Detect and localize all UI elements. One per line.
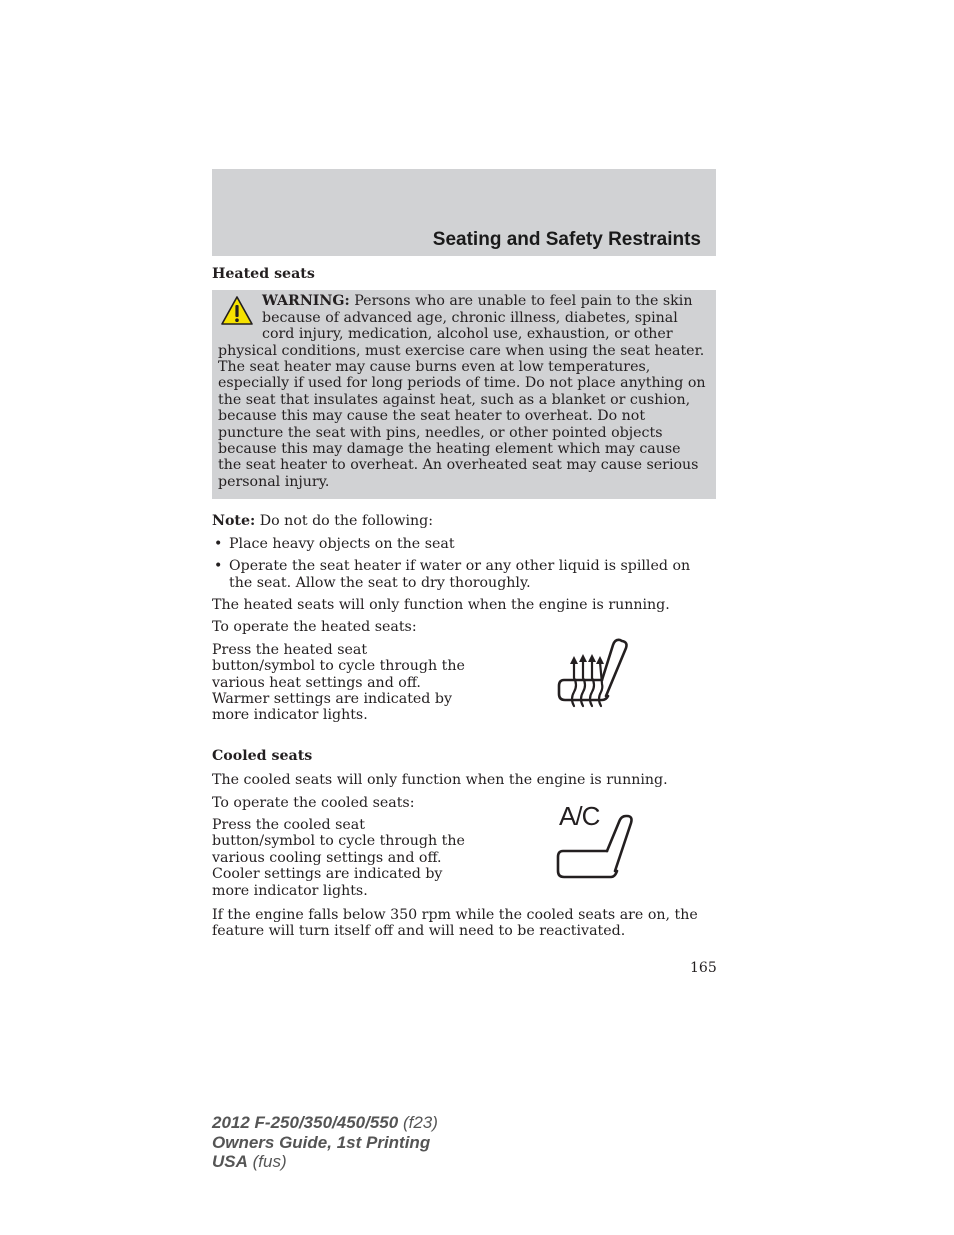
page-number: 165 [690,960,717,976]
footer-model: 2012 F-250/350/450/550 [212,1113,399,1132]
footer-model-code: (f23) [398,1113,438,1132]
warning-box [212,290,716,499]
ac-label: A/C [559,800,600,831]
heated-instruction-row [212,642,716,732]
section-title: Seating and Safety Restraints [432,229,701,250]
list-item: • Operate the seat heater if water or any other liquid is spilled on the seat. Allow the seat to dry thoroughly. [212,558,716,591]
note-text: Do not do the following: [255,513,434,530]
heated-seats-heading: Heated seats [212,266,315,282]
heated-seat-icon [554,636,638,712]
rpm-note: If the engine falls below 350 rpm while the cooled seats are on, the feature will turn itself off and will need to be reactivated. [212,906,698,940]
footer-region-code: (fus) [247,1152,287,1171]
list-item: • Place heavy objects on the seat [212,536,716,552]
footer-guide: Owners Guide, 1st Printing [212,1132,431,1152]
warning-triangle-icon [220,294,254,328]
warning-text [218,293,708,490]
warning-label: WARNING: [262,293,350,310]
note-bullets [212,536,716,591]
cooled-seat-icon [555,800,635,883]
cooled-function-text: The cooled seats will only function when the engine is running. [212,772,668,789]
footer-region: USA [212,1152,248,1171]
note [212,513,716,529]
note-label: Note: [212,513,256,530]
heated-operate-text: To operate the heated seats: [212,619,417,636]
footer [212,1113,438,1172]
section-header [212,169,716,256]
cooled-instruction-text: Press the cooled seat button/symbol to cycle through the various cooling settings and off. Cooler settings are indicated by more indicator lights. [212,816,465,899]
heated-instruction-text: Press the heated seat button/symbol to cycle through the various heat settings and off. Warmer settings are indicated by more indicator lights. [212,641,465,724]
page-content [212,266,716,946]
warning-body: Persons who are unable to feel pain to the skin because of advanced age, chronic illness, diabetes, spinal cord injury, medication, alcohol use, exhaustion, or other physical conditions, must exercise care when using the seat heater. The seat heater may cause burns even at low temperatures, especially if used for long periods of time. Do not place anything on the seat that insulates against heat, such as a blanket or cushion, because this may cause the seat heater to overheat. Do not puncture the seat with pins, needles, or other pointed objects because this may damage the heating element which may cause the seat heater to overheat. An overheated seat may cause serious personal injury. [218,293,706,490]
cooled-seats-heading: Cooled seats [212,747,313,764]
heated-function-text: The heated seats will only function when the engine is running. [212,596,670,613]
cooled-operate-text: To operate the cooled seats: [212,794,415,811]
footer-region-line [212,1152,438,1172]
footer-model-line [212,1113,438,1133]
